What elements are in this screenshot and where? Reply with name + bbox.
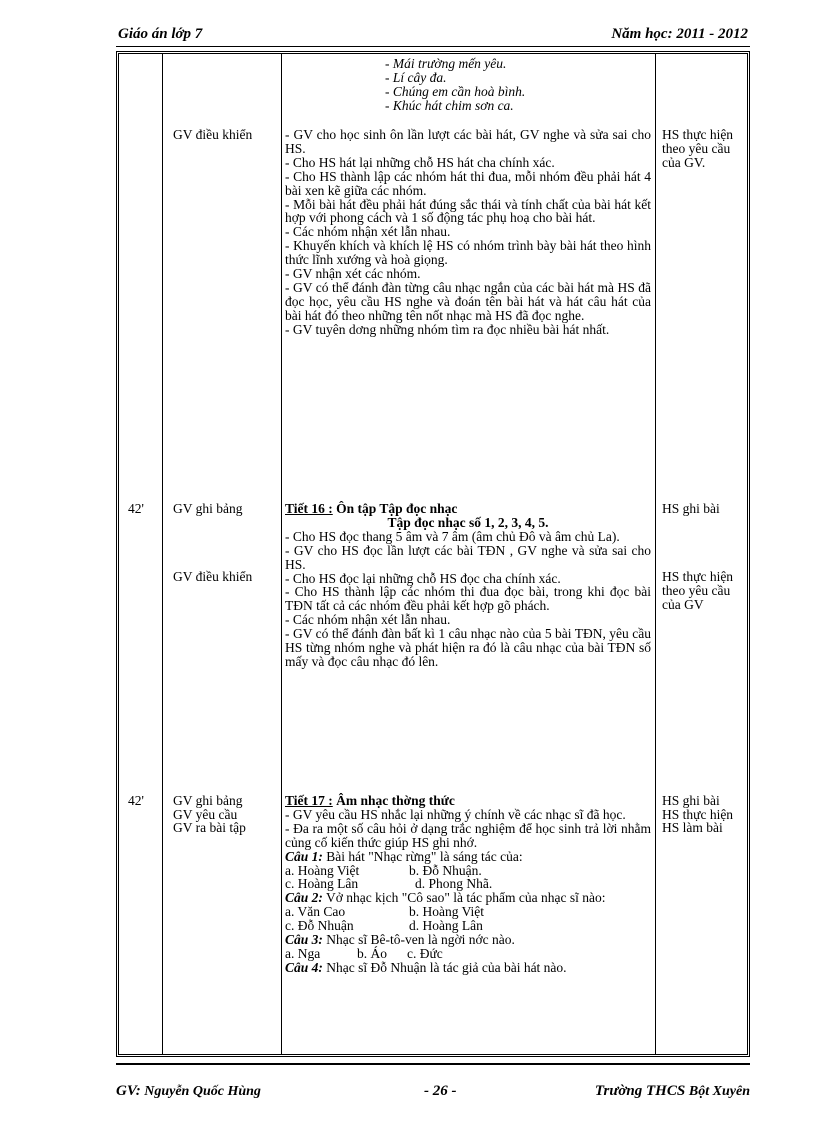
answer-option: c. Đức (407, 945, 443, 961)
answer-row (285, 864, 651, 878)
answer-option: c. Hoàng Lân (285, 876, 359, 892)
question-label: Câu 4: (285, 959, 323, 975)
song-list (285, 57, 751, 113)
question-text: Vở nhạc kịch "Cô sao" là tác phẩm của nhạc sĩ nào: (322, 890, 606, 906)
footer-teacher (116, 1083, 261, 1100)
row2-activities (285, 502, 651, 669)
row1-teacher: GV điều khiển (173, 127, 253, 142)
activity-line: - GV nhận xét các nhóm. (285, 266, 421, 282)
row3-teachers (173, 794, 277, 822)
header-subject: Giáo án lớp 7 (118, 26, 203, 42)
header-school-year: Năm học: 2011 - 2012 (611, 26, 748, 42)
row3-teacher-a: GV ghi bảng (173, 793, 243, 808)
song-item: - Mái trường mến yêu. (385, 56, 507, 71)
answer-row (285, 919, 651, 933)
activity-line: - GV yêu cầu HS nhắc lại những ý chính về các nhạc sĩ đã học. (285, 806, 626, 822)
row3-activities (285, 794, 651, 975)
row2-student-a: HS ghi bài (662, 501, 720, 516)
question (285, 891, 651, 905)
answer-row (285, 947, 651, 961)
activity-line: - Cho HS đọc lại những chỗ HS đọc cha chính xác. (285, 570, 561, 586)
row1-activities (285, 128, 651, 337)
answer-option: d. Hoàng Lân (409, 918, 483, 934)
page-footer (116, 1083, 750, 1105)
row3-student-c: HS làm bài (662, 820, 723, 835)
question (285, 933, 651, 947)
footer-school (595, 1083, 750, 1100)
activity-line: - Các nhóm nhận xét lẫn nhau. (285, 224, 451, 240)
row3-teacher-b: GV yêu cầu (173, 806, 238, 822)
question-text: Nhạc sĩ Bê-tô-ven là ngời nớc nào. (322, 932, 515, 948)
activity-line: - GV có thể đánh đàn bất kì 1 câu nhạc nào của 5 bài TĐN, yêu cầu HS từng nhóm nghe và phát hiện ra đó là câu nhạc của bài TĐN số mấy và đọc câu nhạc đó lên. (285, 626, 651, 669)
row2-student-b: HS thực hiện theo yêu cầu của GV (662, 569, 734, 612)
column-divider (655, 54, 656, 1054)
row3-student-a: HS ghi bài (662, 793, 720, 808)
row3-teacher-c: GV ra bài tập (173, 820, 246, 835)
activity-line: - Các nhóm nhận xét lẫn nhau. (285, 612, 451, 628)
lesson-16-text: Ôn tập Tập đọc nhạc (332, 501, 458, 516)
header-rule (116, 46, 750, 47)
question (285, 850, 651, 864)
question-text: Nhạc sĩ Đỗ Nhuận là tác giả của bài hát nào. (322, 959, 567, 975)
activity-line: - Cho HS hát lại những chỗ HS hát cha chính xác. (285, 154, 555, 170)
activity-line: - GV cho HS đọc lần lượt các bài TĐN , GV nghe và sửa sai cho HS. (285, 542, 651, 572)
question-label: Câu 1: (285, 848, 323, 864)
footer-page-number: - 26 - (424, 1083, 457, 1099)
row3-students (662, 794, 748, 822)
question-label: Câu 3: (285, 932, 323, 948)
footer-rule (116, 1063, 750, 1065)
song-item: - Chúng em cần hoà bình. (385, 83, 526, 99)
footer-teacher-name: Nguyễn Quốc Hùng (140, 1084, 261, 1099)
row2-teacher-b: GV điều khiển (173, 569, 253, 584)
activity-line: - GV cho học sinh ôn lần lượt các bài hát, GV nghe và sửa sai cho HS. (285, 127, 651, 156)
activity-line: - GV có thể đánh đàn từng câu nhạc ngắn của các bài hát mà HS đã đọc học, yêu cầu HS nghe và đoán tên bài hát và hát câu hát của bài hát đó theo những tên nốt nhạc mà HS đã đọc nghe. (285, 279, 651, 323)
row2-teacher-a: GV ghi bảng (173, 501, 243, 516)
lesson-16-label: Tiết 16 : (285, 501, 333, 516)
answer-option: c. Đỗ Nhuận (285, 918, 354, 934)
row3-student-b: HS thực hiện (662, 806, 734, 822)
lesson-17-text: Âm nhạc thờng thức (332, 793, 455, 808)
column-divider (162, 54, 163, 1054)
lesson-16-subtitle: Tập đọc nhạc số 1, 2, 3, 4, 5. (387, 514, 549, 530)
question-text: Bài hát "Nhạc rừng" là sáng tác của: (322, 848, 523, 864)
activity-line: - Đa ra một số câu hỏi ở dạng trắc nghiệm để học sinh trả lời nhằm củng cố kiến thức giúp HS ghi nhớ. (285, 820, 651, 850)
answer-option: a. Nga (285, 945, 321, 961)
activity-line: - Khuyến khích và khích lệ HS có nhóm trình bày bài hát theo hình thức lĩnh xướng và hoà giọng. (285, 238, 651, 268)
answer-row (285, 905, 651, 919)
activity-line: - Cho HS thành lập các nhóm thi đua đọc bài, trong khi đọc bài TĐN tất cả các nhóm đều phải kết hợp gõ phách. (285, 584, 651, 614)
footer-school-name: Bột Xuyên (688, 1084, 750, 1099)
answer-option: a. Văn Cao (285, 904, 346, 920)
lesson-17-label: Tiết 17 : (285, 793, 333, 808)
activity-line: - Cho HS thành lập các nhóm hát thi đua, mỗi nhóm đều phải hát 4 bài xen kẽ giữa các nhóm. (285, 168, 651, 198)
lesson-16-title (285, 502, 651, 516)
answer-option: b. Đỗ Nhuận. (409, 862, 482, 878)
answer-option: b. Áo (357, 945, 387, 961)
column-divider (281, 54, 282, 1054)
answer-option: d. Phong Nhã. (415, 876, 493, 892)
song-item: - Khúc hát chim sơn ca. (385, 97, 514, 113)
lesson-table (116, 51, 750, 1057)
answer-option: a. Hoàng Việt (285, 862, 360, 878)
row2-time: 42' (128, 501, 144, 516)
lesson-17-title (285, 794, 651, 808)
activity-line: - Cho HS đọc thang 5 âm và 7 âm (âm chủ Đô và âm chủ La). (285, 528, 620, 544)
footer-teacher-label: GV: (116, 1083, 141, 1099)
page-header (116, 24, 750, 44)
song-item: - Lí cây đa. (385, 69, 447, 85)
row3-time: 42' (128, 793, 144, 808)
answer-row (285, 877, 651, 891)
answer-option: b. Hoàng Việt (409, 904, 485, 920)
row1-student: HS thực hiện theo yêu cầu của GV. (662, 127, 734, 170)
activity-line: - Mỗi bài hát đều phải hát đúng sắc thái và tính chất của bài hát kết hợp với phong cách và 1 số động tác phụ hoạ cho bài hát. (285, 196, 651, 226)
footer-school-label: Trường THCS (594, 1083, 689, 1099)
question-label: Câu 2: (285, 890, 323, 906)
question (285, 961, 651, 975)
activity-line: - GV tuyên dơng những nhóm tìm ra đọc nhiều bài hát nhất. (285, 321, 610, 337)
